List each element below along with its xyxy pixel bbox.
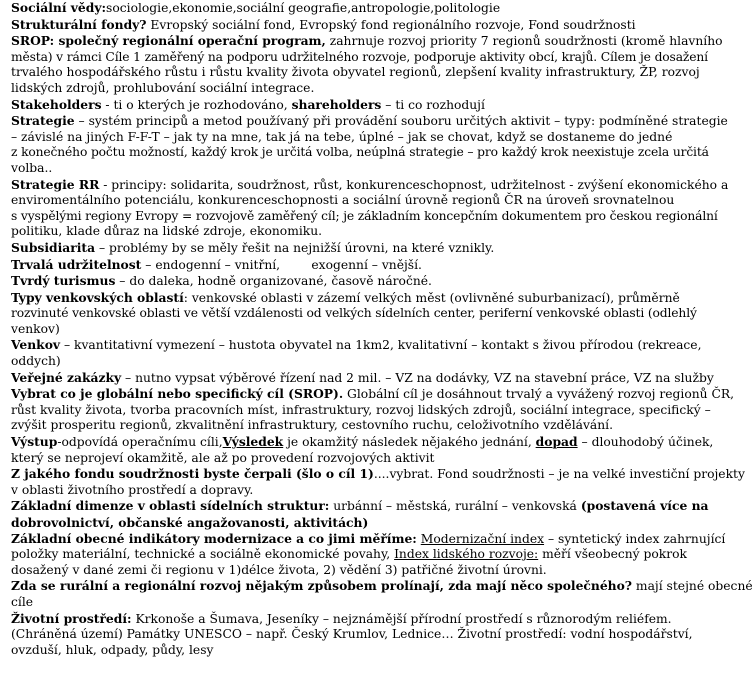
entry-cohesion-fund xyxy=(11,466,745,498)
definition: Evropský sociální fond, Evropský fond regionálního rozvoje, Fond soudržnosti xyxy=(146,17,636,32)
term: Trvalá udržitelnost xyxy=(11,256,142,272)
term: Tvrdý turismus xyxy=(11,273,116,289)
term: Sociální vědy: xyxy=(11,0,107,15)
term: Strukturální fondy? xyxy=(11,16,147,32)
definition-line: volba.. xyxy=(11,160,53,175)
definition-line: (Chráněná území) Památky UNESCO – např. Český Krumlov, Lednice… Životní prostředí: vodní hospodářství, xyxy=(11,627,693,642)
entry-rural-area-types xyxy=(11,290,711,338)
term: Strategie xyxy=(11,113,75,129)
definition-line: enviromentálního potenciálu, konkurenceschopnosti a sociální úrovně regionů ČR na úroveň srovnatelnou xyxy=(11,193,675,208)
definition-line: rozvinuté venkovské oblasti ve větší vzdálenosti od velkých sídelních center, periferní venkovské oblasti (odlehlý xyxy=(11,306,697,321)
entry-sustainability xyxy=(11,257,711,274)
definition: – problémy by se měly řešit na nejnižší úrovni, na které vznikly. xyxy=(95,240,495,255)
term: Zda se rurální a regionální rozvoj nějakým způsobem prolínají, zda mají něco společného? xyxy=(11,578,632,594)
entry-rural-regional-overlap xyxy=(11,578,753,610)
term: Stakeholders xyxy=(11,96,102,112)
definition: – ti co rozhodují xyxy=(381,97,485,112)
definition-line: zahrnuje rozvoj priority 7 regionů soudržnosti (kromě hlavního xyxy=(325,34,723,49)
definition: – nutno vypsat výběrové řízení nad 2 mil. – VZ na dodávky, VZ na stavební práce, VZ na služby xyxy=(121,370,714,385)
term: Typy venkovských oblastí xyxy=(11,289,184,305)
term: Výstup xyxy=(11,434,58,450)
term: Modernizační index xyxy=(420,531,545,546)
term: Veřejné zakázky xyxy=(11,369,122,385)
definition: -odpovídá operačnímu cíli, xyxy=(57,435,223,450)
entry-structural-funds xyxy=(11,17,711,34)
term: Základní dimenze v oblasti sídelních struktur: xyxy=(11,498,330,514)
definition-line: položky materiální, technické a sociálně ekonomické povahy, xyxy=(11,547,395,562)
definition-line: dobrovolnictví, občanské angažovanosti, aktivitách) xyxy=(11,515,369,530)
definition-line: venkov) xyxy=(11,321,60,336)
definition-line: který se neprojeví okamžitě, ale až po provedení rozvojových aktivit xyxy=(11,450,435,465)
entry-social-sciences xyxy=(11,0,711,17)
entry-output-result-impact xyxy=(11,434,714,466)
term: Subsidiarita xyxy=(11,239,96,255)
definition-line: : venkovské oblasti v zázemí velkých měst (ovlivněné suburbanizací), průměrně xyxy=(183,290,680,305)
term: Z jakého fondu soudržnosti byste čerpali (šlo o cíl 1) xyxy=(11,466,374,482)
definition-line: měří všeobecný pokrok xyxy=(538,547,687,562)
term: Životní prostředí: xyxy=(11,610,132,626)
entry-srop xyxy=(11,33,723,96)
definition-line: cíle xyxy=(11,594,34,609)
definition-line: z konečného počtu možností, každý krok je určitá volba, neúplná strategie – pro každý krok neexistuje zcela určitá xyxy=(11,145,709,160)
entry-strategy-rr xyxy=(11,176,729,240)
entry-modernization-indicators xyxy=(11,530,726,579)
definition-line: – systém principů a metod používaný při provádění souboru určitých aktivit – typy: podmíněné strategie xyxy=(74,114,728,129)
definition-line: politiku, klade důraz na lidské zdroje, ekonomiku. xyxy=(11,224,323,239)
definition-line: dosažený v dané zemi či regionu v 1)délce života, 2) vědění 3) patřičné životní úrovni. xyxy=(11,562,547,577)
definition-line: lidských zdrojů, prohlubování sociální integrace. xyxy=(11,80,315,95)
definition-line: – kvantitativní vymezení – hustota obyvatel na 1km2, kvalitativní – kontakt s živou přírodou (rekreace, xyxy=(60,338,702,353)
term: Index lidského rozvoje: xyxy=(394,547,539,562)
definition-line: s vyspělými regiony Evropy = rozvojově zaměřený cíl; je základním koncepčním dokumentem pro českou regionální xyxy=(11,208,718,223)
definition-line: - principy: solidarita, soudržnost, růst, konkurenceschopnost, udržitelnost - zvýšení ekonomického a xyxy=(99,177,729,192)
term: Výsledek xyxy=(222,434,284,450)
definition: mají stejné obecné xyxy=(632,579,753,594)
definition: – dlouhodobý účinek, xyxy=(577,435,714,450)
definition: je okamžitý následek nějakého jednání, xyxy=(283,435,536,450)
term: dopad xyxy=(535,434,578,450)
entry-subsidiarity xyxy=(11,240,711,257)
definition-line: v oblasti životního prostředí a dopravy. xyxy=(11,482,254,497)
definition-line: oddych) xyxy=(11,354,61,369)
term: Vybrat co je globální nebo specifický cíl (SROP). xyxy=(11,386,344,402)
definition: urbánní – městská, rurální – venkovská xyxy=(329,499,581,514)
definition-line: trvalého hospodářského růstu i růstu kvality života obyvatel regionů, zlepšení kvality infrastruktury, ŽP, rozvoj xyxy=(11,65,700,80)
term: shareholders xyxy=(291,96,382,112)
definition-line: Krkonoše a Šumava, Jeseníky – nejznámější přírodní prostředí s různorodým reliéfem. xyxy=(131,611,672,626)
term: (postavená více na xyxy=(580,498,709,514)
entry-stakeholders xyxy=(11,97,711,114)
entry-global-specific-goal xyxy=(11,386,735,434)
definition: sociologie,ekonomie,sociální geografie,antropologie,politologie xyxy=(106,1,501,15)
definition: - ti o kterých je rozhodováno, xyxy=(101,97,292,112)
definition: – do daleka, hodně organizované, časově náročné. xyxy=(115,274,432,289)
entry-settlement-dimensions xyxy=(11,498,711,530)
entry-public-contracts xyxy=(11,369,714,387)
definition-line: – syntetický index zahrnující xyxy=(544,531,726,546)
entry-environment xyxy=(11,611,711,659)
entry-hard-tourism xyxy=(11,273,711,290)
term: Venkov xyxy=(11,337,61,353)
definition-line: zvýšit prosperitu regionů, zkvalitnění infrastruktury, cestovního ruchu, celoživotního vzdělávání. xyxy=(11,418,614,433)
term: Strategie RR xyxy=(11,176,100,192)
definition-line: růst kvality života, tvorba pracovních míst, infrastruktury, rozvoj lidských zdrojů, sociální integrace, specifický – xyxy=(11,402,711,417)
definition-line: ....vybrat. Fond soudržnosti – je na velké investiční projekty xyxy=(373,467,745,482)
term: Základní obecné indikátory modernizace a co jimi měříme: xyxy=(11,530,417,546)
definition-line: – závislé na jiných F-F-T – jak ty na mne, tak já na tebe, úplné – jak se chovat, když se dostaneme do jedné xyxy=(11,129,673,144)
definition-line: města) v rámci Cíle 1 zaměřený na podporu udržitelného rozvoje, podporuje aktivity obcí, krajů. Cílem je dosažení xyxy=(11,49,708,64)
term: SROP: společný regionální operační program, xyxy=(11,33,326,49)
definition-line: ovzduší, hluk, odpady, půdy, lesy xyxy=(11,642,214,657)
definition: – endogenní – vnitřní, exogenní – vnější. xyxy=(141,257,422,272)
entry-countryside xyxy=(11,337,711,369)
entry-strategy xyxy=(11,113,728,176)
definition-line: Globální cíl je dosáhnout trvalý a vyvážený rozvoj regionů ČR, xyxy=(343,387,735,402)
